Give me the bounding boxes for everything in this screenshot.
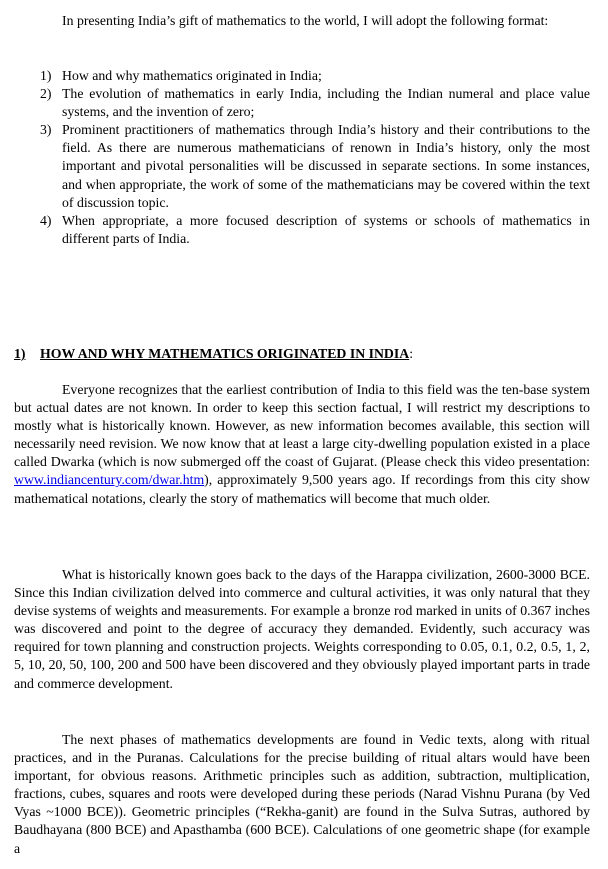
list-item-number: 1) [40, 68, 52, 83]
list-item-number: 4) [40, 212, 52, 228]
list-item-text: Prominent practitioners of mathematics through India’s history and their contributions to the field. As there are numerous mathematicians of renown in India’s history, only the most important and pivotal personalities will be discussed in separate sections. In some instances, and when appropriate, the work of some of the mathematicians may be covered within the text of discussion topic. [62, 122, 590, 210]
paragraph-harappa: What is historically known goes back to the days of the Harappa civilization, 2600-3000 BCE. Since this Indian civilization delved into commerce and cultural activities, it was only natural that they devise systems of weights and measurements. For example a bronze rod marked in units of 0.367 inches was discovered and point to the degree of accuracy they demanded. Evidently, such accuracy was required for town planning and construction projects. Weights corresponding to 0.05, 0.1, 0.2, 0.5, 1, 2, 5, 10, 20, 50, 100, 200 and 500 have been discovered and they obviously played important parts in trade and commerce development. [14, 567, 590, 691]
list-item [14, 67, 590, 85]
list-item-number: 2) [40, 86, 52, 102]
list-item [14, 212, 590, 248]
section-colon: : [409, 346, 414, 361]
list-item-text: When appropriate, a more focused description of systems or schools of mathematics in different parts of India. [62, 212, 590, 246]
list-item [14, 121, 590, 211]
paragraph-text: Everyone recognizes that the earliest contribution of India to this field was the ten-base system but actual dates are not known. In order to keep this section factual, I will restrict my descriptions to mostly what is historically known. However, as new information becomes available, this section will necessarily need revision. We now know that at least a large city-dwelling population existed in a place called Dwarka (which is now submerged off the coast of Gujarat. (Please check this video presentation: [14, 382, 590, 470]
format-list [14, 67, 590, 248]
paragraph-dwarka [14, 381, 590, 508]
list-item-text: The evolution of mathematics in early India, including the Indian numeral and place value systems, and the invention of zero; [62, 86, 590, 120]
list-item [14, 85, 590, 121]
section-title: HOW AND WHY MATHEMATICS ORIGINATED IN INDIA [40, 346, 410, 361]
video-link[interactable]: www.indiancentury.com/dwar.htm [14, 472, 205, 488]
list-item-text: How and why mathematics originated in India; [62, 68, 322, 83]
list-item-number: 3) [40, 122, 52, 138]
section-number: 1) [14, 346, 26, 361]
intro-paragraph: In presenting India’s gift of mathematics to the world, I will adopt the following format: [62, 13, 549, 28]
section-heading [14, 345, 590, 363]
paragraph-text: ), approximately 9,500 years ago. If recordings from this city show mathematical notations, clearly the story of mathematics will become that much older. [14, 472, 590, 506]
paragraph-vedic: The next phases of mathematics developments are found in Vedic texts, along with ritual practices, and in the Puranas. Calculations for the precise building of ritual altars would have been important, for obvious reasons. Arithmetic principles such as addition, subtraction, multiplication, fractions, cubes, squares and roots were developed during these periods (Narad Vishnu Purana (by Ved Vyas ~1000 BCE)). Geometric principles (“Rekha-ganit) are found in the Sulva Sutras, authored by Baudhayana (800 BCE) and Apasthamba (600 BCE). Calculations of one geometric shape (for example a [14, 732, 590, 856]
